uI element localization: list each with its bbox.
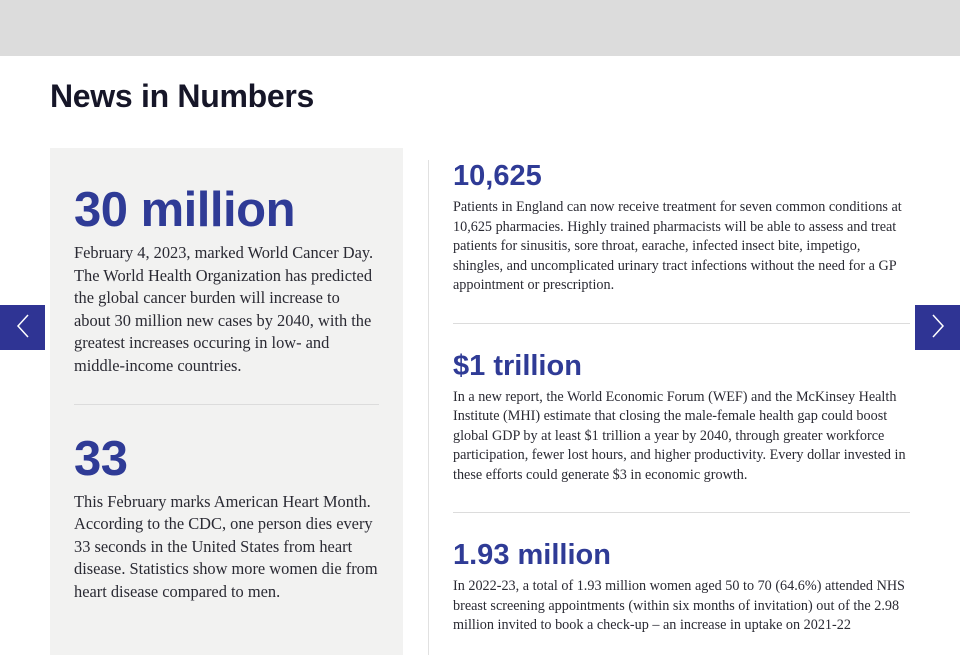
- stat-number: 33: [74, 431, 128, 486]
- list-item: [453, 537, 910, 636]
- stat-description: In a new report, the World Economic Forum (WEF) and the McKinsey Health Institute (MHI) estimate that closing the male-female health gap could boost global GDP by at least $1 trillion a year by 2040, through greater workforce participation, fewer lost hours, and higher productivity. Every dollar invested in these efforts could generate $3 in economic growth.: [453, 388, 906, 483]
- stat-description: February 4, 2023, marked World Cancer Day. The World Health Organization has predicted the global cancer burden will increase to about 30 million new cases by 2040, with the greatest increases occuring in low- and middle-income countries.: [74, 243, 374, 375]
- previous-button[interactable]: [0, 305, 45, 350]
- stat-number: 30 million: [74, 183, 296, 237]
- top-banner: [0, 0, 960, 56]
- next-button[interactable]: [915, 305, 960, 350]
- page-title: News in Numbers: [50, 78, 315, 114]
- list-item: [453, 348, 910, 486]
- chevron-left-icon: [15, 313, 31, 343]
- stat-number: 10,625: [453, 160, 542, 192]
- list-item: [453, 158, 910, 296]
- stat-number: 1.93 million: [453, 539, 611, 571]
- stat-description: Patients in England can now receive treatment for seven common conditions at 10,625 pharmacies. Highly trained pharmacists will be able to assess and treat patients for sinusitis, sore throat, earache, infected insect bite, impetigo, shingles, and uncomplicated urinary tract infections without the need for a GP appointment or prescription.: [453, 199, 902, 293]
- divider: [453, 512, 910, 513]
- stat-description: This February marks American Heart Month. According to the CDC, one person dies every 33 seconds in the United States from heart disease. Statistics show more women die from heart disease compared to men.: [74, 491, 378, 601]
- stat-description: In 2022-23, a total of 1.93 million women aged 50 to 70 (64.6%) attended NHS breast screening appointments (within six months of invitation) out of the 2.98 million invited to book a check-up – an increase in uptake on 2021-22: [453, 578, 905, 633]
- stats-list: [453, 158, 910, 636]
- stat-number: $1 trillion: [453, 349, 582, 382]
- divider: [74, 404, 379, 405]
- featured-panel: [50, 148, 403, 655]
- featured-stat: [74, 431, 379, 604]
- divider: [453, 323, 910, 324]
- column-divider: [428, 160, 429, 655]
- chevron-right-icon: [930, 313, 946, 343]
- featured-stat: [74, 182, 379, 378]
